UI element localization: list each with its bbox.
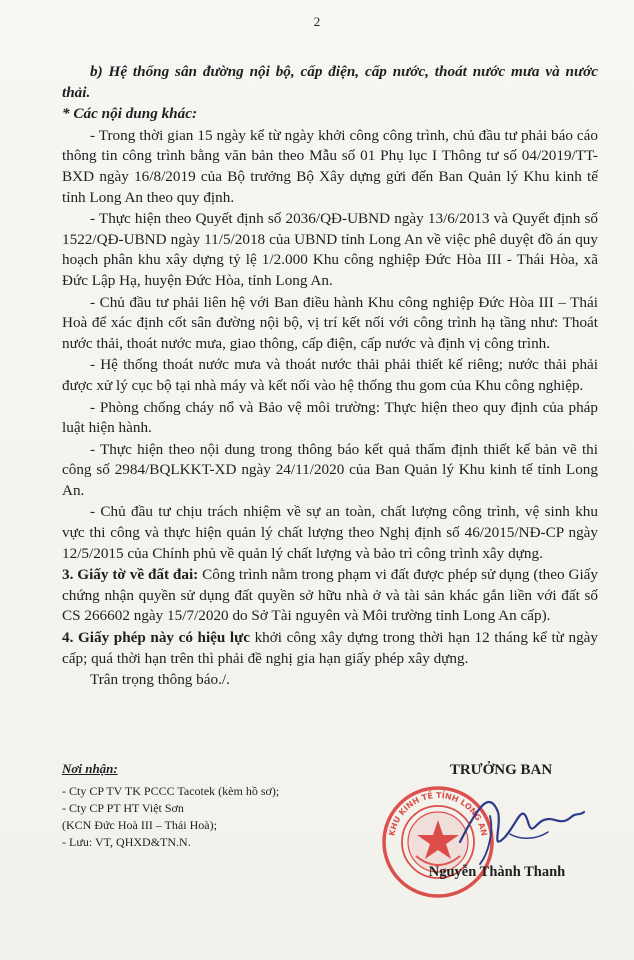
- seal-text: KHU KINH TẾ TỈNH LONG AN: [387, 790, 489, 837]
- section-3: [62, 565, 598, 627]
- signer-name: Nguyễn Thành Thanh: [428, 864, 566, 880]
- section-3-text: Công trình nằm trong phạm vi đất được phép sử dụng (theo Giấy chứng nhận quyền sử dụng đất quyền sở hữu nhà ở và tài sản khác gắn liền với đất số CS 266602 ngày 15/7/2020 do Sở Tài nguyên và Môi trường tỉnh Long An cấp).: [62, 566, 599, 625]
- other-content-heading: * Các nội dung khác:: [62, 105, 198, 123]
- recipient-item: - Cty CP PT HT Việt Sơn: [62, 801, 184, 815]
- recipient-item: (KCN Đức Hoà III – Thái Hoà);: [62, 818, 217, 832]
- list-item: - Thực hiện theo nội dung trong thông báo kết quả thẩm định thiết kế bản vẽ thi công số 2984/BQLKKT-XD ngày 24/11/2020 của Ban Quản lý Khu kinh tế tỉnh Long An.: [62, 440, 598, 499]
- section-4: [62, 628, 598, 669]
- closing-line: Trân trọng thông báo./.: [90, 671, 230, 689]
- signer-title: TRƯỞNG BAN: [449, 762, 553, 778]
- recipients-block: [62, 760, 362, 851]
- document-body: [62, 62, 598, 692]
- section-b-heading: b) Hệ thống sân đường nội bộ, cấp điện, cấp nước, thoát nước mưa và nước thải.: [62, 63, 598, 101]
- section-3-label: 3. Giấy tờ về đất đai:: [62, 566, 199, 584]
- list-item: - Chủ đầu tư chịu trách nhiệm về sự an toàn, chất lượng công trình, vệ sinh khu vực thi công và thực hiện quản lý chất lượng theo Nghị định số 46/2015/NĐ-CP ngày 12/5/2015 của Chính phủ về quản lý chất lượng và bảo trì công trình xây dựng.: [62, 503, 598, 562]
- recipient-item: - Lưu: VT, QHXD&TN.N.: [62, 835, 191, 849]
- section-4-label: 4. Giấy phép này có hiệu lực: [62, 629, 250, 647]
- section-4-text: khởi công xây dựng trong thời hạn 12 tháng kể từ ngày cấp; quá thời hạn trên thì phải đề nghị gia hạn giấy phép xây dựng.: [62, 629, 598, 667]
- page-number: 2: [313, 14, 321, 29]
- recipient-item: - Cty CP TV TK PCCC Tacotek (kèm hồ sơ);: [62, 784, 280, 798]
- handwritten-signature-icon: [450, 782, 590, 872]
- list-item: - Phòng chống cháy nổ và Bảo vệ môi trường: Thực hiện theo quy định của pháp luật hiện hành.: [62, 398, 598, 437]
- list-item: - Hệ thống thoát nước mưa và thoát nước thải phải thiết kế riêng; nước thải phải được xử lý cục bộ tại nhà máy và kết nối vào hệ thống thu gom của Khu công nghiệp.: [62, 356, 598, 394]
- list-item: - Thực hiện theo Quyết định số 2036/QĐ-UBND ngày 13/6/2013 và Quyết định số 1522/QĐ-UBND ngày 11/5/2018 của UBND tỉnh Long An về việc phê duyệt đồ án quy hoạch phân khu xây dựng tỷ lệ 1/2.000 Khu công nghiệp Đức Hòa III - Thái Hòa, xã Đức Lập Hạ, huyện Đức Hòa, tỉnh Long An.: [62, 210, 598, 289]
- recipients-title: Nơi nhận:: [62, 761, 118, 776]
- list-item: - Trong thời gian 15 ngày kể từ ngày khởi công công trình, chủ đầu tư phải báo cáo thông tin công trình bằng văn bản theo Mẫu số 01 Phụ lục I Thông tư số 04/2019/TT-BXD ngày 16/8/2019 của Bộ trưởng Bộ Xây dựng gửi đến Ban Quản lý Khu kinh tế tỉnh Long An theo quy định.: [62, 126, 598, 206]
- list-item: - Chủ đầu tư phải liên hệ với Ban điều hành Khu công nghiệp Đức Hòa III – Thái Hoà để xác định cốt sân đường nội bộ, vị trí kết nối với công trình hạ tầng như: Thoát nước thải, thoát nước mưa, giao thông, cấp điện, cấp nước và định vị công trình.: [62, 293, 598, 352]
